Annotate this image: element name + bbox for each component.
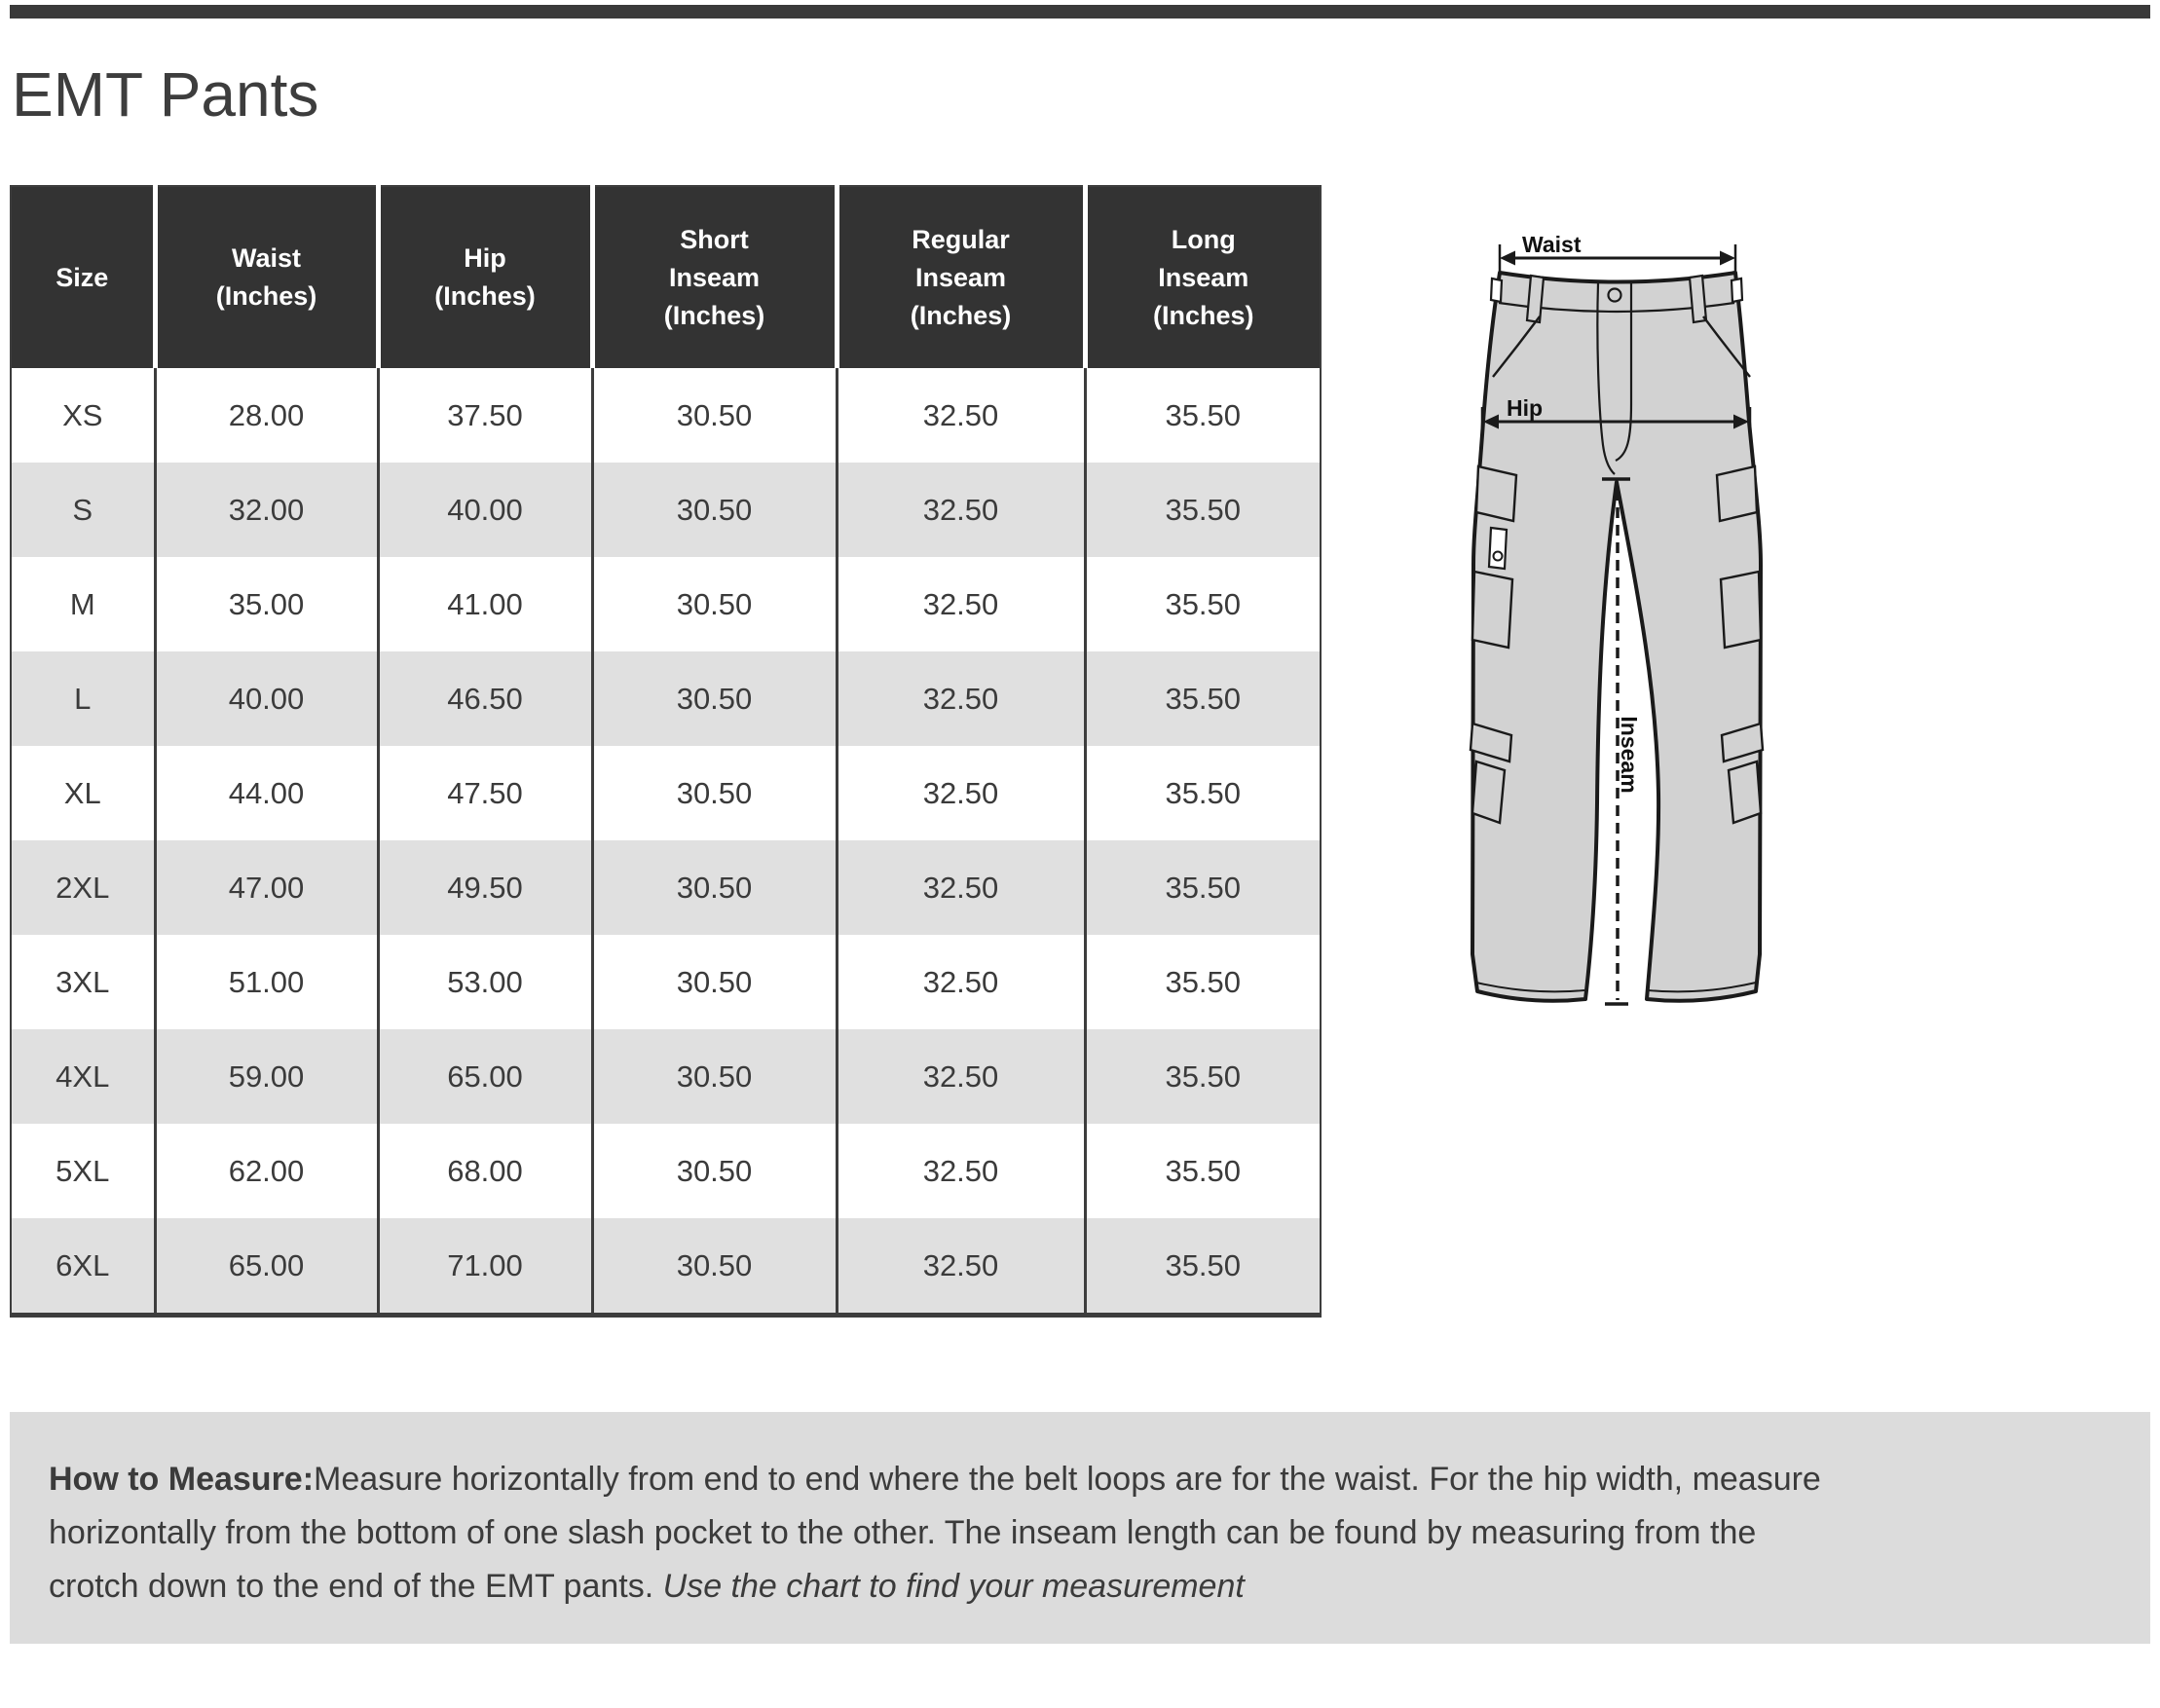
table-cell: M bbox=[69, 586, 95, 621]
page-title: EMT Pants bbox=[12, 59, 319, 130]
table-row bbox=[11, 651, 1321, 746]
table-row bbox=[11, 1218, 1321, 1316]
table-cell: 47.50 bbox=[378, 746, 592, 840]
header-line: Inseam bbox=[1158, 262, 1249, 292]
table-cell: XL bbox=[63, 775, 101, 810]
table-cell: 32.50 bbox=[837, 1218, 1085, 1316]
knee-pocket-body-right bbox=[1729, 761, 1761, 823]
waist-arrowhead-right bbox=[1720, 251, 1735, 266]
measure-line-1 bbox=[49, 1453, 2102, 1506]
header-line: Regular bbox=[912, 224, 1010, 254]
table-cell: 5XL bbox=[56, 1153, 110, 1188]
table-cell: 35.50 bbox=[1085, 368, 1321, 463]
waist-label: Waist bbox=[1522, 232, 1582, 257]
table-cell: 35.00 bbox=[155, 557, 378, 651]
measure-text: Measure horizontally from end to end where the belt loops are for the waist. For the hip width, measure bbox=[314, 1461, 1821, 1498]
header-row bbox=[11, 186, 1321, 368]
header-line: (Inches) bbox=[910, 300, 1012, 330]
table-cell: 35.50 bbox=[1085, 1218, 1321, 1316]
size-table-body bbox=[11, 368, 1321, 1316]
table-cell: 32.50 bbox=[837, 935, 1085, 1029]
table-cell: 40.00 bbox=[378, 463, 592, 557]
table-cell: 40.00 bbox=[155, 651, 378, 746]
table-cell: 59.00 bbox=[155, 1029, 378, 1124]
table-row bbox=[11, 368, 1321, 463]
table-cell: 62.00 bbox=[155, 1124, 378, 1218]
header-line: Waist bbox=[231, 243, 301, 273]
header-cell-size bbox=[11, 186, 155, 368]
table-cell: 47.00 bbox=[155, 840, 378, 935]
table-row bbox=[11, 1124, 1321, 1218]
table-row bbox=[11, 1029, 1321, 1124]
hip-label: Hip bbox=[1507, 395, 1544, 421]
table-cell: 53.00 bbox=[378, 935, 592, 1029]
measure-line-3 bbox=[49, 1560, 2102, 1614]
measure-line-2 bbox=[49, 1506, 2102, 1560]
table-row bbox=[11, 463, 1321, 557]
table-cell: S bbox=[72, 492, 93, 527]
table-cell: 30.50 bbox=[592, 840, 837, 935]
cargo-flap-right bbox=[1717, 466, 1757, 521]
header-line: Inseam bbox=[668, 262, 761, 292]
how-to-measure-box bbox=[10, 1412, 2150, 1644]
table-cell: 37.50 bbox=[378, 368, 592, 463]
table-cell: 32.50 bbox=[837, 1029, 1085, 1124]
measure-text: horizontally from the bottom of one slash pocket to the other. The inseam length can be found by measuring from the bbox=[49, 1514, 1757, 1551]
table-cell: 2XL bbox=[56, 870, 110, 905]
measure-heading: How to Measure: bbox=[49, 1461, 315, 1498]
table-cell: 35.50 bbox=[1085, 746, 1321, 840]
header-line: (Inches) bbox=[1152, 300, 1254, 330]
header-line: Short bbox=[680, 224, 749, 254]
table-cell: 46.50 bbox=[378, 651, 592, 746]
belt-loop-left bbox=[1527, 276, 1544, 322]
table-row bbox=[11, 557, 1321, 651]
waist-arrowhead-left bbox=[1500, 251, 1515, 266]
measure-text: crotch down to the end of the EMT pants. bbox=[49, 1568, 663, 1605]
zip-pull-hole bbox=[1494, 552, 1503, 561]
table-cell: 32.50 bbox=[837, 557, 1085, 651]
zip-pull-left bbox=[1489, 528, 1507, 569]
table-cell: 30.50 bbox=[592, 1029, 837, 1124]
table-cell: 65.00 bbox=[155, 1218, 378, 1316]
table-cell: 32.50 bbox=[837, 746, 1085, 840]
table-cell: 35.50 bbox=[1085, 840, 1321, 935]
table-cell: 30.50 bbox=[592, 368, 837, 463]
table-row bbox=[11, 840, 1321, 935]
header-line: (Inches) bbox=[434, 281, 536, 311]
table-cell: 71.00 bbox=[378, 1218, 592, 1316]
header-cell-long-inseam bbox=[1085, 186, 1321, 368]
top-accent-bar bbox=[10, 5, 2150, 19]
table-cell: 35.50 bbox=[1085, 1029, 1321, 1124]
table-cell: 35.50 bbox=[1085, 1124, 1321, 1218]
table-cell: 32.50 bbox=[837, 840, 1085, 935]
header-line: Inseam bbox=[914, 262, 1007, 292]
table-cell: L bbox=[74, 681, 92, 716]
size-chart-table bbox=[10, 185, 1322, 1318]
table-row bbox=[11, 746, 1321, 840]
table-cell: 30.50 bbox=[592, 557, 837, 651]
header-line: Size bbox=[56, 262, 109, 292]
header-line: Hip bbox=[464, 243, 506, 273]
waist-button bbox=[1609, 289, 1621, 302]
measure-italic-note: Use the chart to find your measurement bbox=[662, 1568, 1245, 1605]
table-row bbox=[11, 935, 1321, 1029]
table-cell: 35.50 bbox=[1085, 463, 1321, 557]
table-cell: 4XL bbox=[56, 1058, 110, 1094]
pants-measurement-diagram bbox=[1456, 209, 1787, 1057]
table-cell: XS bbox=[62, 397, 103, 432]
table-cell: 35.50 bbox=[1085, 651, 1321, 746]
table-cell: 30.50 bbox=[592, 1124, 837, 1218]
table-cell: 49.50 bbox=[378, 840, 592, 935]
header-line: Long bbox=[1171, 224, 1236, 254]
knee-pocket-body-left bbox=[1472, 761, 1505, 823]
table-cell: 32.50 bbox=[837, 463, 1085, 557]
header-cell-waist bbox=[155, 186, 378, 368]
belt-loop-right bbox=[1690, 276, 1706, 322]
table-cell: 30.50 bbox=[592, 1218, 837, 1316]
header-cell-regular-inseam bbox=[837, 186, 1085, 368]
header-cell-short-inseam bbox=[592, 186, 837, 368]
waistband-tab-left bbox=[1491, 278, 1502, 302]
cargo-body-right bbox=[1721, 572, 1761, 648]
table-cell: 6XL bbox=[56, 1247, 110, 1282]
table-cell: 30.50 bbox=[592, 935, 837, 1029]
waistband-tab-right bbox=[1732, 278, 1742, 302]
header-line: (Inches) bbox=[215, 281, 317, 311]
table-cell: 32.50 bbox=[837, 1124, 1085, 1218]
table-cell: 68.00 bbox=[378, 1124, 592, 1218]
table-cell: 35.50 bbox=[1085, 935, 1321, 1029]
table-cell: 44.00 bbox=[155, 746, 378, 840]
table-cell: 30.50 bbox=[592, 746, 837, 840]
table-cell: 28.00 bbox=[155, 368, 378, 463]
cargo-body-left bbox=[1472, 572, 1512, 648]
header-line: (Inches) bbox=[663, 300, 765, 330]
cargo-flap-left bbox=[1476, 466, 1516, 521]
table-cell: 30.50 bbox=[592, 651, 837, 746]
table-cell: 35.50 bbox=[1085, 557, 1321, 651]
table-cell: 3XL bbox=[56, 964, 110, 999]
size-table-header bbox=[11, 186, 1321, 368]
table-cell: 32.50 bbox=[837, 651, 1085, 746]
header-cell-hip bbox=[378, 186, 592, 368]
inseam-label: Inseam bbox=[1617, 716, 1642, 794]
table-cell: 65.00 bbox=[378, 1029, 592, 1124]
table-cell: 41.00 bbox=[378, 557, 592, 651]
table-cell: 51.00 bbox=[155, 935, 378, 1029]
table-cell: 32.00 bbox=[155, 463, 378, 557]
table-cell: 32.50 bbox=[837, 368, 1085, 463]
table-cell: 30.50 bbox=[592, 463, 837, 557]
